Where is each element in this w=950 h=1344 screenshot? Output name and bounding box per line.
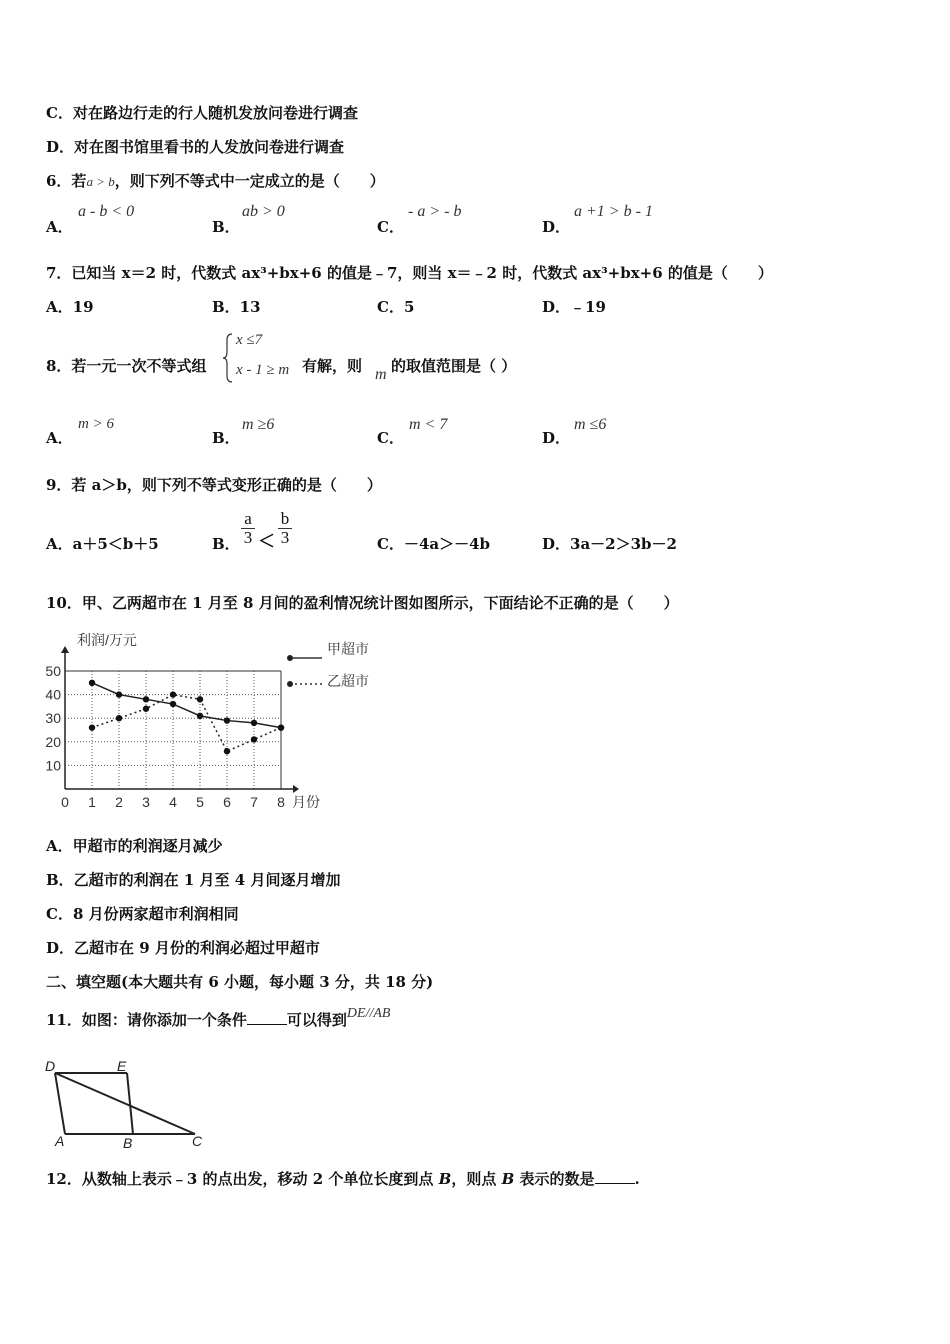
data-point-yi-month-1 bbox=[89, 724, 95, 730]
q6-stem bbox=[46, 171, 385, 192]
q9-option-b-label: B． bbox=[212, 535, 240, 553]
q8-option-b-expr: m ≥6 bbox=[242, 416, 275, 433]
y-tick-label-30: 30 bbox=[45, 710, 61, 727]
q8-option-a-label: A． bbox=[46, 429, 73, 447]
x-tick-label-0: 0 bbox=[61, 794, 69, 810]
q5-option-d: D．对在图书馆里看书的人发放问卷进行调查 bbox=[46, 138, 345, 156]
q9-option-d: D．3a－2＞3b－2 bbox=[542, 535, 677, 553]
data-point-jia-month-3 bbox=[143, 696, 149, 702]
chart-grid bbox=[65, 671, 281, 789]
point-a-label: A bbox=[55, 1133, 65, 1149]
q6-option-d-label: D． bbox=[542, 218, 571, 236]
q10-option-c: C．8 月份两家超市利润相同 bbox=[46, 905, 239, 923]
q9-option-a: A．a＋5＜b＋5 bbox=[46, 535, 159, 553]
q9-fraction-b-numerator: b bbox=[280, 509, 290, 528]
x-tick-label-4: 4 bbox=[169, 794, 177, 810]
q8-middle: 有解，则 bbox=[302, 357, 363, 375]
q8-option-a-expr: m > 6 bbox=[78, 416, 114, 432]
q12-end: . bbox=[634, 1170, 640, 1188]
point-b-label: B bbox=[123, 1135, 133, 1151]
chart-legend bbox=[287, 641, 369, 689]
x-tick-label-1: 1 bbox=[88, 794, 96, 810]
point-c-label: C bbox=[192, 1133, 203, 1149]
q8-prefix: 8．若一元一次不等式组 bbox=[46, 357, 207, 375]
data-point-yi-month-7 bbox=[251, 736, 257, 742]
segment-da bbox=[55, 1073, 65, 1134]
chart-x-axis-label: 月份 bbox=[292, 794, 320, 810]
q7-option-c: C．5 bbox=[377, 298, 415, 316]
q11-geometry-figure bbox=[40, 1052, 220, 1152]
q7-option-a: A．19 bbox=[46, 298, 94, 316]
q11-suffix: 可以得到 bbox=[286, 1011, 347, 1029]
q9-less-than: ＜ bbox=[258, 532, 275, 552]
point-d-label: D bbox=[45, 1058, 56, 1074]
q8-inequality-1: x ≤7 bbox=[236, 332, 263, 348]
x-tick-label-3: 3 bbox=[142, 794, 150, 810]
system-brace-icon bbox=[222, 332, 236, 384]
chart-series bbox=[89, 680, 284, 755]
q9-stem: 9．若 a＞b，则下列不等式变形正确的是（ ） bbox=[46, 476, 382, 494]
q12-suffix: 表示的数是 bbox=[519, 1170, 595, 1188]
chart-y-axis-label: 利润/万元 bbox=[77, 632, 137, 648]
q6-prefix: 6．若 bbox=[46, 172, 87, 190]
segment-dc bbox=[55, 1073, 195, 1134]
y-tick-label-50: 50 bbox=[45, 663, 61, 679]
data-point-yi-month-2 bbox=[116, 715, 122, 721]
legend-yi-label: 乙超市 bbox=[327, 673, 369, 689]
x-tick-label-5: 5 bbox=[196, 794, 204, 810]
q9-fraction-a-numerator: a bbox=[244, 509, 252, 528]
q10-option-a: A．甲超市的利润逐月减少 bbox=[46, 837, 223, 855]
y-tick-label-40: 40 bbox=[45, 686, 61, 703]
x-tick-label-6: 6 bbox=[223, 794, 231, 810]
q6-suffix: ，则下列不等式中一定成立的是（ ） bbox=[114, 172, 385, 190]
q11-stem bbox=[46, 1006, 391, 1032]
q9-fraction-b bbox=[278, 510, 292, 547]
q6-condition: a > b bbox=[86, 174, 115, 189]
data-point-jia-month-6 bbox=[224, 717, 230, 723]
q6-option-b-expr: ab > 0 bbox=[242, 203, 285, 220]
q6-option-b-label: B． bbox=[212, 218, 240, 236]
data-point-jia-month-5 bbox=[197, 713, 203, 719]
q8-option-b-label: B． bbox=[212, 429, 240, 447]
q7-option-d: D．﹣19 bbox=[542, 298, 606, 316]
q12-stem bbox=[46, 1169, 640, 1189]
data-point-jia-month-2 bbox=[116, 691, 122, 697]
q10-option-b: B．乙超市的利润在 1 月至 4 月间逐月增加 bbox=[46, 871, 341, 889]
data-point-jia-month-1 bbox=[89, 680, 95, 686]
q7-option-b: B．13 bbox=[212, 298, 261, 316]
q8-variable: m bbox=[375, 366, 387, 383]
q9-fraction-a-denominator: 3 bbox=[243, 528, 253, 547]
q6-option-d-expr: a +1 > b - 1 bbox=[574, 203, 653, 220]
q8-suffix: 的取值范围是（ ） bbox=[391, 357, 517, 375]
q9-fraction-b-denominator: 3 bbox=[280, 528, 290, 547]
x-axis-arrow-icon bbox=[293, 785, 299, 793]
data-point-yi-month-6 bbox=[224, 748, 230, 754]
q6-option-a-label: A． bbox=[46, 218, 73, 236]
q11-target-expr: DE//AB bbox=[346, 1006, 391, 1021]
y-tick-label-10: 10 bbox=[45, 757, 61, 774]
x-tick-label-7: 7 bbox=[250, 794, 258, 810]
q5-option-c: C．对在路边行走的行人随机发放问卷进行调查 bbox=[46, 104, 358, 122]
section-2-title: 二、填空题(本大题共有 6 小题，每小题 3 分，共 18 分) bbox=[46, 973, 434, 991]
q8-option-d-expr: m ≤6 bbox=[574, 416, 607, 433]
segment-eb bbox=[127, 1073, 133, 1134]
data-point-yi-month-5 bbox=[197, 696, 203, 702]
x-tick-label-2: 2 bbox=[115, 794, 123, 810]
x-tick-label-8: 8 bbox=[277, 794, 285, 810]
legend-jia-label: 甲超市 bbox=[327, 641, 369, 657]
q8-option-c-expr: m < 7 bbox=[409, 416, 448, 433]
q12-prefix: 12．从数轴上表示﹣3 的点出发，移动 2 个单位长度到点 bbox=[46, 1170, 434, 1188]
q9-option-c: C．－4a＞－4b bbox=[377, 535, 491, 553]
q11-prefix: 11．如图：请你添加一个条件 bbox=[46, 1011, 247, 1029]
q6-option-a-expr: a - b < 0 bbox=[78, 203, 135, 220]
data-point-yi-month-4 bbox=[170, 691, 176, 697]
y-axis-arrow-icon bbox=[61, 646, 69, 653]
q6-option-c-label: C． bbox=[377, 218, 404, 236]
q8-option-c-label: C． bbox=[377, 429, 404, 447]
q9-fraction-a bbox=[241, 510, 255, 547]
q6-option-c-expr: - a > - b bbox=[408, 203, 462, 220]
data-point-yi-month-8 bbox=[278, 724, 284, 730]
y-tick-label-20: 20 bbox=[45, 733, 61, 750]
point-e-label: E bbox=[117, 1058, 127, 1074]
q12-point-b-2: B bbox=[501, 1170, 515, 1188]
q12-answer-blank[interactable] bbox=[595, 1169, 635, 1184]
q7-stem: 7．已知当 x＝2 时，代数式 ax³+bx+6 的值是﹣7，则当 x＝﹣2 时，代数式 ax³+bx+6 的值是（ ） bbox=[46, 264, 773, 282]
data-point-jia-month-4 bbox=[170, 701, 176, 707]
data-point-jia-month-7 bbox=[251, 720, 257, 726]
q8-option-d-label: D． bbox=[542, 429, 571, 447]
q12-middle: ，则点 bbox=[451, 1170, 497, 1188]
q10-option-d: D．乙超市在 9 月份的利润必超过甲超市 bbox=[46, 939, 320, 957]
q8-inequality-2: x - 1 ≥ m bbox=[236, 362, 290, 378]
data-point-yi-month-3 bbox=[143, 706, 149, 712]
q10-stem: 10．甲、乙两超市在 1 月至 8 月间的盈利情况统计图如图所示，下面结论不正确的是（ ） bbox=[46, 594, 679, 612]
profit-line-chart bbox=[40, 625, 400, 815]
q11-answer-blank[interactable] bbox=[247, 1010, 287, 1025]
q12-point-b: B bbox=[438, 1170, 452, 1188]
